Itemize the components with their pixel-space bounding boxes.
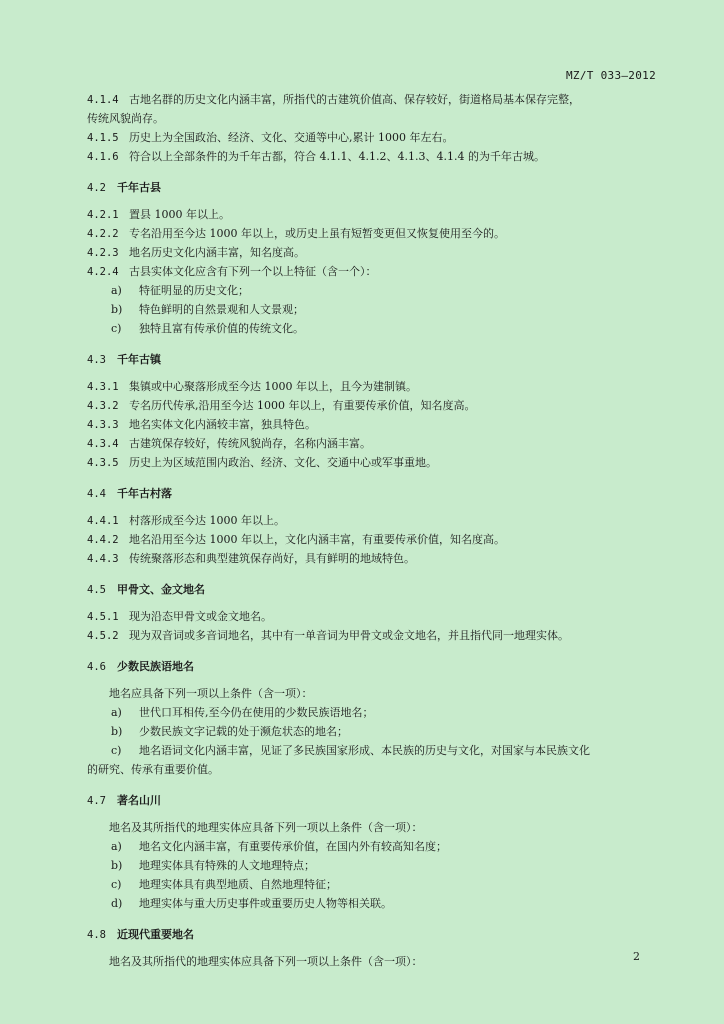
clause-4-3-2 xyxy=(87,396,657,415)
list-label: c) xyxy=(111,744,122,757)
section-intro: 地名应具备下列一项以上条件（含一项）： xyxy=(109,687,313,700)
section-title: 甲骨文、金文地名 xyxy=(117,583,205,596)
clause-number: 4.3.4 xyxy=(87,438,119,450)
clause-4-1-4 xyxy=(87,90,657,109)
section-number: 4.8 xyxy=(87,929,106,941)
clause-4-5-2 xyxy=(87,626,657,645)
list-label: a) xyxy=(111,840,122,853)
list-text: 地理实体与重大历史事件或重要历史人物等相关联。 xyxy=(139,897,392,910)
clause-4-4-2 xyxy=(87,530,657,549)
list-item xyxy=(87,875,657,894)
clause-4-2-4 xyxy=(87,262,657,281)
list-text: 地理实体具有典型地质、自然地理特征； xyxy=(139,878,337,891)
list-item xyxy=(87,741,657,760)
section-title: 千年古县 xyxy=(117,181,161,194)
clause-4-5-1 xyxy=(87,607,657,626)
clause-text: 地名沿用至今达 1000 年以上，文化内涵丰富，有重要传承价值，知名度高。 xyxy=(129,533,505,546)
clause-4-4-3 xyxy=(87,549,657,568)
clause-number: 4.3.1 xyxy=(87,381,119,393)
clause-number: 4.2.1 xyxy=(87,209,119,221)
list-label: b) xyxy=(111,859,123,872)
clause-number: 4.2.3 xyxy=(87,247,119,259)
clause-number: 4.1.6 xyxy=(87,151,119,163)
clause-text: 古地名群的历史文化内涵丰富，所指代的古建筑价值高、保存较好，街道格局基本保存完整， xyxy=(129,93,580,106)
clause-4-3-1 xyxy=(87,377,657,396)
clause-text: 古县实体文化应含有下列一个以上特征（含一个）： xyxy=(129,265,377,278)
list-text: 特色鲜明的自然景观和人文景观； xyxy=(139,303,304,316)
clause-number: 4.2.4 xyxy=(87,266,119,278)
clause-4-1-5 xyxy=(87,128,657,147)
list-label: c) xyxy=(111,878,122,891)
clause-number: 4.4.3 xyxy=(87,553,119,565)
section-title: 千年古村落 xyxy=(117,487,172,500)
clause-text: 传统聚落形态和典型建筑保存尚好，具有鲜明的地域特色。 xyxy=(129,552,415,565)
clause-4-2-3 xyxy=(87,243,657,262)
clause-4-1-4-continued: 传统风貌尚存。 xyxy=(87,112,164,125)
clause-text: 历史上为区域范围内政治、经济、文化、交通中心或军事重地。 xyxy=(129,456,437,469)
list-text: 少数民族文字记载的处于濒危状态的地名； xyxy=(139,725,348,738)
section-title: 近现代重要地名 xyxy=(117,928,194,941)
section-number: 4.5 xyxy=(87,584,106,596)
clause-text: 古建筑保存较好，传统风貌尚存，名称内涵丰富。 xyxy=(129,437,371,450)
clause-4-3-3 xyxy=(87,415,657,434)
list-label: d) xyxy=(111,897,123,910)
clause-number: 4.5.1 xyxy=(87,611,119,623)
list-item xyxy=(87,722,657,741)
clause-4-2-2 xyxy=(87,224,657,243)
clause-number: 4.5.2 xyxy=(87,630,119,642)
list-label: b) xyxy=(111,725,123,738)
clause-text: 专名沿用至今达 1000 年以上，或历史上虽有短暂变更但又恢复使用至今的。 xyxy=(129,227,505,240)
list-text: 世代口耳相传,至今仍在使用的少数民族语地名； xyxy=(139,706,374,719)
clause-text: 现为沿态甲骨文或金文地名。 xyxy=(129,610,272,623)
section-title: 著名山川 xyxy=(117,794,161,807)
clause-text: 村落形成至今达 1000 年以上。 xyxy=(129,514,285,527)
clause-4-1-6 xyxy=(87,147,657,166)
clause-text: 地名历史文化内涵丰富，知名度高。 xyxy=(129,246,305,259)
list-item xyxy=(87,856,657,875)
section-title: 千年古镇 xyxy=(117,353,161,366)
clause-text: 现为双音词或多音词地名，其中有一单音词为甲骨文或金文地名，并且指代同一地理实体。 xyxy=(129,629,569,642)
section-heading-4-6 xyxy=(87,657,657,676)
list-item xyxy=(87,319,657,338)
section-title: 少数民族语地名 xyxy=(117,660,194,673)
list-label: b) xyxy=(111,303,123,316)
list-item xyxy=(87,281,657,300)
page-number: 2 xyxy=(633,950,640,963)
clause-number: 4.1.4 xyxy=(87,94,119,106)
section-heading-4-7 xyxy=(87,791,657,810)
list-label: a) xyxy=(111,284,122,297)
clause-text: 地名实体文化内涵较丰富，独具特色。 xyxy=(129,418,316,431)
standard-code: MZ/T 033—2012 xyxy=(566,69,656,82)
section-intro: 地名及其所指代的地理实体应具备下列一项以上条件（含一项）： xyxy=(109,821,423,834)
clause-text: 历史上为全国政治、经济、文化、交通等中心,累计 1000 年左右。 xyxy=(129,131,454,144)
document-body xyxy=(87,90,657,971)
clause-text: 置县 1000 年以上。 xyxy=(129,208,230,221)
clause-text: 符合以上全部条件的为千年古都，符合 4.1.1、4.1.2、4.1.3、4.1.4 的为千年古城。 xyxy=(129,150,545,163)
section-number: 4.7 xyxy=(87,795,106,807)
list-label: a) xyxy=(111,706,122,719)
clause-number: 4.4.2 xyxy=(87,534,119,546)
section-heading-4-5 xyxy=(87,580,657,599)
section-heading-4-2 xyxy=(87,178,657,197)
clause-4-4-1 xyxy=(87,511,657,530)
section-number: 4.2 xyxy=(87,182,106,194)
list-label: c) xyxy=(111,322,122,335)
section-heading-4-8 xyxy=(87,925,657,944)
section-number: 4.4 xyxy=(87,488,106,500)
list-item xyxy=(87,300,657,319)
section-number: 4.3 xyxy=(87,354,106,366)
clause-number: 4.2.2 xyxy=(87,228,119,240)
list-item-continued: 的研究、传承有重要价值。 xyxy=(87,763,219,776)
list-text: 地名语词文化内涵丰富，见证了多民族国家形成、本民族的历史与文化，对国家与本民族文化 xyxy=(139,744,590,757)
section-heading-4-3 xyxy=(87,350,657,369)
list-item xyxy=(87,703,657,722)
clause-4-2-1 xyxy=(87,205,657,224)
clause-4-3-5 xyxy=(87,453,657,472)
section-number: 4.6 xyxy=(87,661,106,673)
list-text: 地名文化内涵丰富，有重要传承价值，在国内外有较高知名度； xyxy=(139,840,447,853)
clause-number: 4.4.1 xyxy=(87,515,119,527)
list-item xyxy=(87,837,657,856)
list-text: 独特且富有传承价值的传统文化。 xyxy=(139,322,304,335)
clause-4-3-4 xyxy=(87,434,657,453)
list-text: 特征明显的历史文化； xyxy=(139,284,249,297)
section-intro: 地名及其所指代的地理实体应具备下列一项以上条件（含一项）： xyxy=(109,955,423,968)
clause-text: 专名历代传承,沿用至今达 1000 年以上，有重要传承价值，知名度高。 xyxy=(129,399,476,412)
section-heading-4-4 xyxy=(87,484,657,503)
clause-number: 4.3.2 xyxy=(87,400,119,412)
clause-number: 4.3.3 xyxy=(87,419,119,431)
list-text: 地理实体具有特殊的人文地理特点； xyxy=(139,859,315,872)
clause-number: 4.1.5 xyxy=(87,132,119,144)
clause-text: 集镇或中心聚落形成至今达 1000 年以上，且今为建制镇。 xyxy=(129,380,417,393)
clause-number: 4.3.5 xyxy=(87,457,119,469)
list-item xyxy=(87,894,657,913)
